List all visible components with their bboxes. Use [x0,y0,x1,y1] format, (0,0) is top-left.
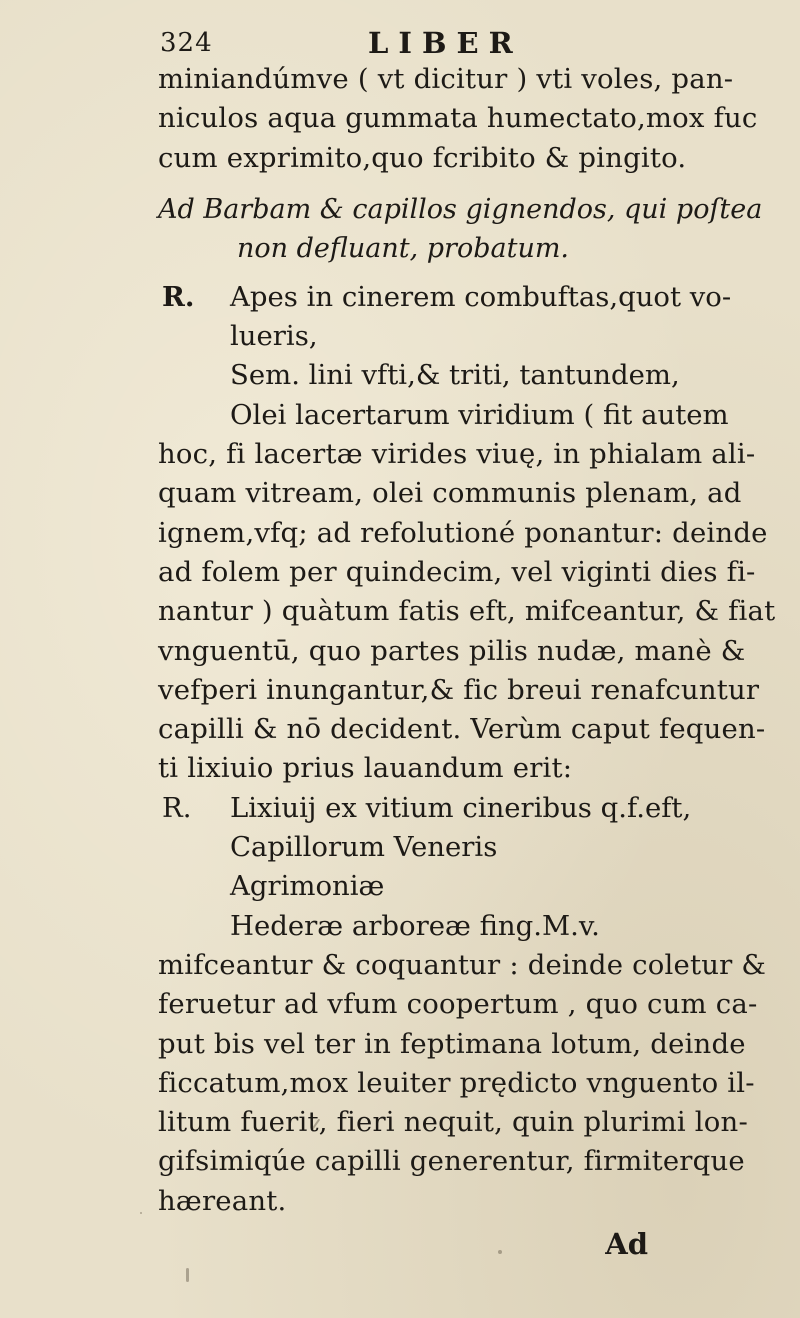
text-line: hæreant. [158,1184,287,1217]
text-line: ficcatum,mox leuiter prędicto vnguento il- [158,1066,755,1099]
text-line: vefperi inungantur,& fic breui renafcuntur [158,673,760,706]
paper-speck [498,1250,502,1254]
paper-speck [140,1212,142,1214]
text-line: ti lixiuio prius lauandum erit: [158,752,573,785]
text-line: gifsimiqúe capilli generentur, firmiterque [158,1145,745,1178]
paper-speck [186,1268,189,1282]
recipe-line: Hederæ arboreæ fing.M.v. [230,909,600,942]
recipe-text: Apes in cinerem combuftas,quot vo- [230,280,732,313]
recipe-marker: R. [162,791,192,824]
text-line: niculos aqua gummata humectato,mox fuc [158,102,758,135]
text-line: litum fuerit, fieri nequit, quin plurimi lon- [158,1106,748,1139]
recipe-line: Sem. lini vfti,& triti, tantundem, [230,359,680,392]
body-paragraph-1 [158,435,776,789]
page-number: 324 [160,28,213,58]
text-line: ad folem per quindecim, vel viginti dies fi- [158,555,756,588]
recipe-line: Capillorum Veneris [230,831,498,864]
heading-line: Ad Barbam & capillos gignendos, qui poſtea [158,193,763,225]
text-block [158,60,776,1264]
recipe-1 [158,278,732,435]
text-line: capilli & nō decident. Verùm caput fequen- [158,713,766,746]
section-heading [158,190,763,268]
text-line: mifceantur & coquantur : deinde coletur & [158,948,767,981]
text-line: ignem,vfq; ad refolutioné ponantur: deinde [158,516,768,549]
text-line: miniandúmve ( vt dicitur ) vti voles, pan- [158,63,734,95]
recipe-line: Agrimoniæ [230,870,385,903]
text-line: put bis vel ter in feptimana lotum, deinde [158,1027,746,1060]
recipe-line [158,278,732,317]
text-line: vnguentū, quo partes pilis nudæ, manè & [158,634,746,667]
text-line: quam vitream, olei communis plenam, ad [158,477,742,510]
text-line: hoc, fi lacertæ virides viuę, in phialam ali- [158,438,756,471]
catchword: Ad [605,1227,648,1262]
recipe-line: lueris, [230,320,318,353]
recipe-line [158,789,692,828]
text-line: nantur ) quàtum fatis eft, mifceantur, & fiat [158,595,776,628]
recipe-text: Lixiuij ex vitium cineribus q.f.eft, [230,791,692,824]
text-line: feruetur ad vfum coopertum , quo cum ca- [158,988,758,1021]
heading-line: non defluant, probatum. [236,232,570,264]
body-paragraph-2 [158,946,767,1221]
recipe-line: Olei lacertarum viridium ( fit autem [230,398,729,431]
recipe-marker: R. [162,280,195,313]
running-title: LIBER [368,26,523,60]
recipe-2 [158,789,692,946]
page-header [160,28,630,64]
text-line: cum exprimito,quo fcribito & pingito. [158,141,687,174]
